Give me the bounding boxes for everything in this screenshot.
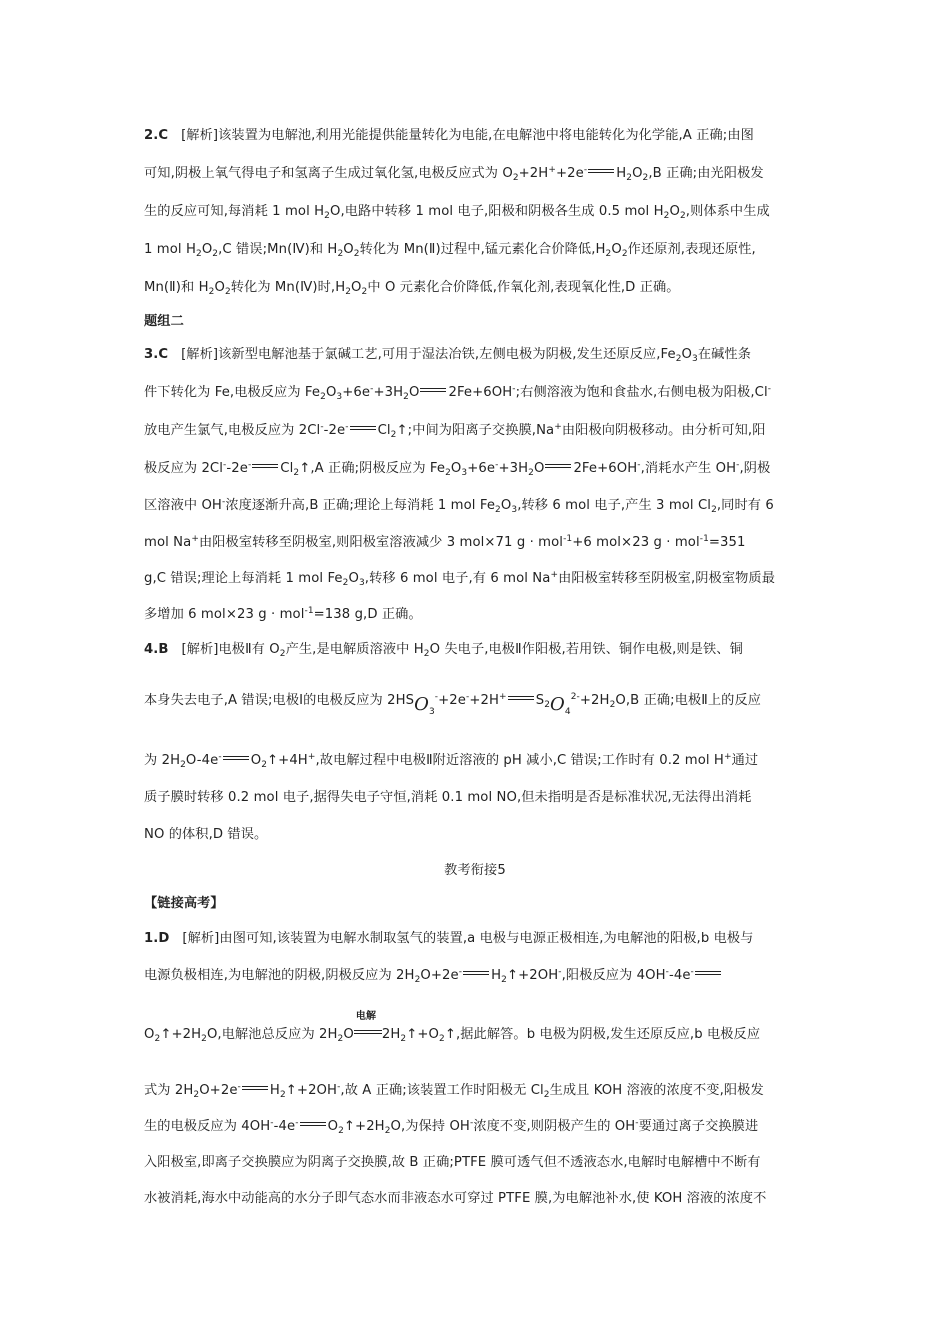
line-3c-5: 区溶液中 OH-浓度逐渐升高,B 正确;理论上每消耗 1 mol $Fe_2O_3$,转移 6 mol 电子,产生 3 mol $Cl_2$,同时有 6 — [144, 497, 774, 515]
line-2c-2: 可知,阴极上氧气得电子和氢离子生成过氧化氢,电极反应式为 $O_2+2H^++2e^-$ $H_2O_2,B$ 正确;由光阳极发 — [144, 165, 764, 183]
line-3c-7: g,C 错误;理论上每消耗 1 mol $Fe_2O_3$,转移 6 mol 电子,有 6 mol Na+由阳极室转移至阴极室,阴极室物质最 — [144, 570, 775, 588]
line-3c-6: mol Na+由阳极室转移至阴极室,则阳极室溶液减少 3 mol×71 g · mol$^{-1}$+6 mol×23 g · mol$^{-1}$=351 — [144, 534, 746, 550]
line-2c-3: 生的反应可知,每消耗 1 mol $H_2O$,电路中转移 1 mol 电子,阳极和阴极各生成 0.5 mol $H_2O_2$,则体系中生成 — [144, 204, 770, 221]
line-4b-4: 质子膜时转移 0.2 mol 电子,据得失电子守恒,消耗 0.1 mol NO,但未指明是否是标准状况,无法得出消耗 — [144, 790, 752, 805]
line-4b-5: NO 的体积,D 错误。 — [144, 827, 268, 842]
line-1d-4: 式为 $2H_2O+2e^-$ $H_2↑+2OH^-$,故 A 正确;该装置工作时阳极无 $Cl_2$生成且 KOH 溶液的浓度不变,阳极发 — [144, 1082, 764, 1100]
line-1d-3: $O_2↑+2H_2O$,电解池总反应为 $2H_2O$ 电解 $2H_2↑+O_2↑$,据此解答。b 电极为阴极,发生还原反应,b 电极反应 — [144, 1011, 761, 1044]
section-title: 教考衔接5 — [444, 863, 506, 878]
equals-sign — [588, 169, 614, 173]
line-3c-8: 多增加 6 mol×23 g · mol$^{-1}$=138 g,D 正确。 — [144, 606, 422, 622]
section-heading: 题组二 — [144, 314, 184, 329]
line-1d-7: 水被消耗,海水中动能高的水分子即气态水而非液态水可穿过 PTFE 膜,为电解池补水,使 KOH 溶液的浓度不 — [144, 1191, 767, 1206]
line-3c-1: 3.C [解析]该新型电解池基于氯碱工艺,可用于湿法冶铁,左侧电极为阴极,发生还原反应$,Fe_2O_3$在碱性条 — [144, 347, 751, 364]
line-2c-5: Mn(Ⅱ)和 $H_2O_2$转化为 Mn(Ⅳ)时$,H_2O_2$中 O 元素化合价降低,作氧化剂,表现氧化性,D 正确。 — [144, 280, 680, 297]
line-3c-3: 放电产生氯气,电极反应为 2Cl--2e- $Cl_2↑$;中间为阳离子交换膜,Na+由阳极向阴极移动。由分析可知,阳 — [144, 422, 766, 440]
line-1d-5: 生的电极反应为 4OH--4e- $O_2↑+2H_2O$,为保持 OH-浓度不变,则阴极产生的 OH-要通过离子交换膜进 — [144, 1118, 759, 1136]
line-1d-1: 1.D [解析]由图可知,该装置为电解水制取氢气的装置,a 电极与电源正极相连,为电解池的阳极,b 电极与 — [144, 931, 754, 946]
line-4b-3: 为 $2H_2O-4e^-$ $O_2↑+4H^+$,故电解过程中电极Ⅱ附近溶液的 pH 减小,C 错误;工作时有 0.2 mol H+通过 — [144, 752, 759, 770]
line-4b-1: 4.B [解析]电极Ⅱ有 $O_2$产生,是电解质溶液中 $H_2O$ 失电子,电极Ⅱ作阳极,若用铁、铜作电极,则是铁、铜 — [144, 642, 743, 659]
line-3c-2: 件下转化为 Fe,电极反应为 $Fe_2O_3+6e^-+3H_2O$ 2Fe+6OH-;右侧溶液为饱和食盐水,右侧电极为阳极,Cl- — [144, 384, 772, 402]
line-1d-6: 入阳极室,即离子交换膜应为阴离子交换膜,故 B 正确;PTFE 膜可透气但不透液态水,电解时电解槽中不断有 — [144, 1155, 761, 1170]
line-3c-4: 极反应为 2Cl--2e- $Cl_2↑,A$ 正确;阴极反应为 $Fe_2O_3+6e^-+3H_2O$ 2Fe+6OH-,消耗水产生 OH-,阴极 — [144, 460, 771, 478]
subsection-heading: 【链接高考】 — [144, 896, 224, 911]
line-4b-2: 本身失去电子,A 错误;电极Ⅰ的电极反应为 $2HSO_3^-+2e^-+2H^+$ $S_2O_4^{2-}+2H_2O,B$ 正确;电极Ⅱ上的反应 — [144, 692, 762, 717]
line-2c-1: 2.C [解析]该装置为电解池,利用光能提供能量转化为电能,在电解池中将电能转化为化学能,A 正确;由图 — [144, 128, 754, 143]
line-2c-4: 1 mol $H_2O_2,C$ 错误;Mn(Ⅳ)和 $H_2O_2$转化为 Mn(Ⅱ)过程中,锰元素化合价降低$,H_2O_2$作还原剂,表现还原性, — [144, 242, 756, 259]
line-1d-2: 电源负极相连,为电解池的阴极,阴极反应为 $2H_2O+2e^-$ $H_2↑+2OH^-$,阳极反应为 4OH--4e- — [144, 967, 723, 985]
